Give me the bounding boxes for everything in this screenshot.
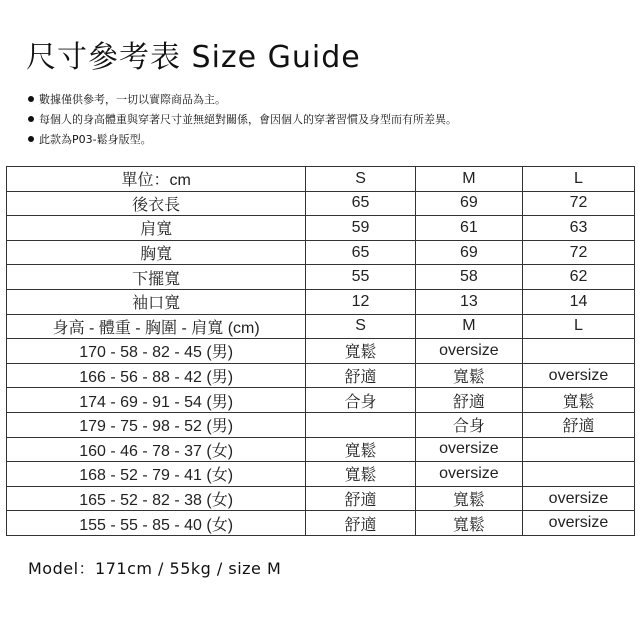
table-row <box>7 289 635 314</box>
model-info: Model：171cm / 55kg / size M <box>28 559 282 578</box>
table-cell: 13 <box>415 289 522 314</box>
note-text: 數據僅供參考，一切以實際商品為主。 <box>39 93 226 106</box>
table-cell: 160 - 46 - 78 - 37 (女) <box>7 437 306 462</box>
note-text: 此款為P03-鬆身版型。 <box>39 133 152 146</box>
table-cell: 166 - 56 - 88 - 42 (男) <box>7 363 306 388</box>
table-cell: 肩寬 <box>7 216 306 241</box>
table-cell: 58 <box>415 265 522 290</box>
table-cell: 寬鬆 <box>522 388 634 413</box>
table-cell: 65 <box>306 240 416 265</box>
table-cell: oversize <box>522 486 634 511</box>
table-cell: 165 - 52 - 82 - 38 (女) <box>7 486 306 511</box>
table-row <box>7 191 635 216</box>
table-cell: 174 - 69 - 91 - 54 (男) <box>7 388 306 413</box>
table-row <box>7 339 635 364</box>
table-cell: 170 - 58 - 82 - 45 (男) <box>7 339 306 364</box>
table-cell: oversize <box>522 511 634 536</box>
table-cell: L <box>522 167 634 192</box>
table-cell: 合身 <box>415 412 522 437</box>
table-row <box>7 412 635 437</box>
table-row <box>7 216 635 241</box>
table-cell: 65 <box>306 191 416 216</box>
table-cell: 62 <box>522 265 634 290</box>
table-row <box>7 388 635 413</box>
table-cell: M <box>415 314 522 339</box>
table-cell: 12 <box>306 289 416 314</box>
table-cell <box>522 462 634 487</box>
table-cell: 59 <box>306 216 416 241</box>
table-cell: 寬鬆 <box>415 363 522 388</box>
table-cell: 舒適 <box>306 363 416 388</box>
table-cell <box>522 437 634 462</box>
table-row <box>7 511 635 536</box>
table-cell: 舒適 <box>306 486 416 511</box>
table-cell: 72 <box>522 191 634 216</box>
table-cell: 寬鬆 <box>415 486 522 511</box>
table-cell: 168 - 52 - 79 - 41 (女) <box>7 462 306 487</box>
table-row <box>7 363 635 388</box>
table-cell: 69 <box>415 240 522 265</box>
table-cell: 14 <box>522 289 634 314</box>
table-cell: 袖口寬 <box>7 289 306 314</box>
table-cell: 寬鬆 <box>306 437 416 462</box>
table-cell: 下擺寬 <box>7 265 306 290</box>
table-cell: 舒適 <box>415 388 522 413</box>
table-cell: 寬鬆 <box>306 462 416 487</box>
table-cell: 寬鬆 <box>415 511 522 536</box>
table-cell: 胸寬 <box>7 240 306 265</box>
table-cell: oversize <box>415 437 522 462</box>
table-cell: 舒適 <box>306 511 416 536</box>
page-title: 尺寸參考表 Size Guide <box>26 40 361 75</box>
table-cell: 55 <box>306 265 416 290</box>
table-cell: 155 - 55 - 85 - 40 (女) <box>7 511 306 536</box>
table-cell: 61 <box>415 216 522 241</box>
table-cell: 舒適 <box>522 412 634 437</box>
table-cell: oversize <box>415 339 522 364</box>
bullet-icon <box>28 96 34 102</box>
table-cell: 單位：cm <box>7 167 306 192</box>
table-cell: S <box>306 167 416 192</box>
table-cell: M <box>415 167 522 192</box>
table-cell: 寬鬆 <box>306 339 416 364</box>
table-row <box>7 167 635 192</box>
note-item <box>28 110 457 130</box>
table-cell: oversize <box>522 363 634 388</box>
table-cell: 後衣長 <box>7 191 306 216</box>
table-cell: 合身 <box>306 388 416 413</box>
table-row <box>7 314 635 339</box>
table-cell: 179 - 75 - 98 - 52 (男) <box>7 412 306 437</box>
table-row <box>7 265 635 290</box>
table-cell: 63 <box>522 216 634 241</box>
notes-list <box>28 90 457 150</box>
note-text: 每個人的身高體重與穿著尺寸並無絕對關係，會因個人的穿著習慣及身型而有所差異。 <box>39 113 457 126</box>
table-cell: 72 <box>522 240 634 265</box>
table-row <box>7 486 635 511</box>
note-item <box>28 90 457 110</box>
table-cell: 身高 - 體重 - 胸圍 - 肩寬 (cm) <box>7 314 306 339</box>
size-table <box>6 166 635 536</box>
table-cell: L <box>522 314 634 339</box>
table-row <box>7 437 635 462</box>
table-row <box>7 462 635 487</box>
note-item <box>28 130 457 150</box>
table-cell: oversize <box>415 462 522 487</box>
table-cell <box>306 412 416 437</box>
table-row <box>7 240 635 265</box>
table-cell: 69 <box>415 191 522 216</box>
bullet-icon <box>28 136 34 142</box>
table-cell: S <box>306 314 416 339</box>
table-cell <box>522 339 634 364</box>
bullet-icon <box>28 116 34 122</box>
